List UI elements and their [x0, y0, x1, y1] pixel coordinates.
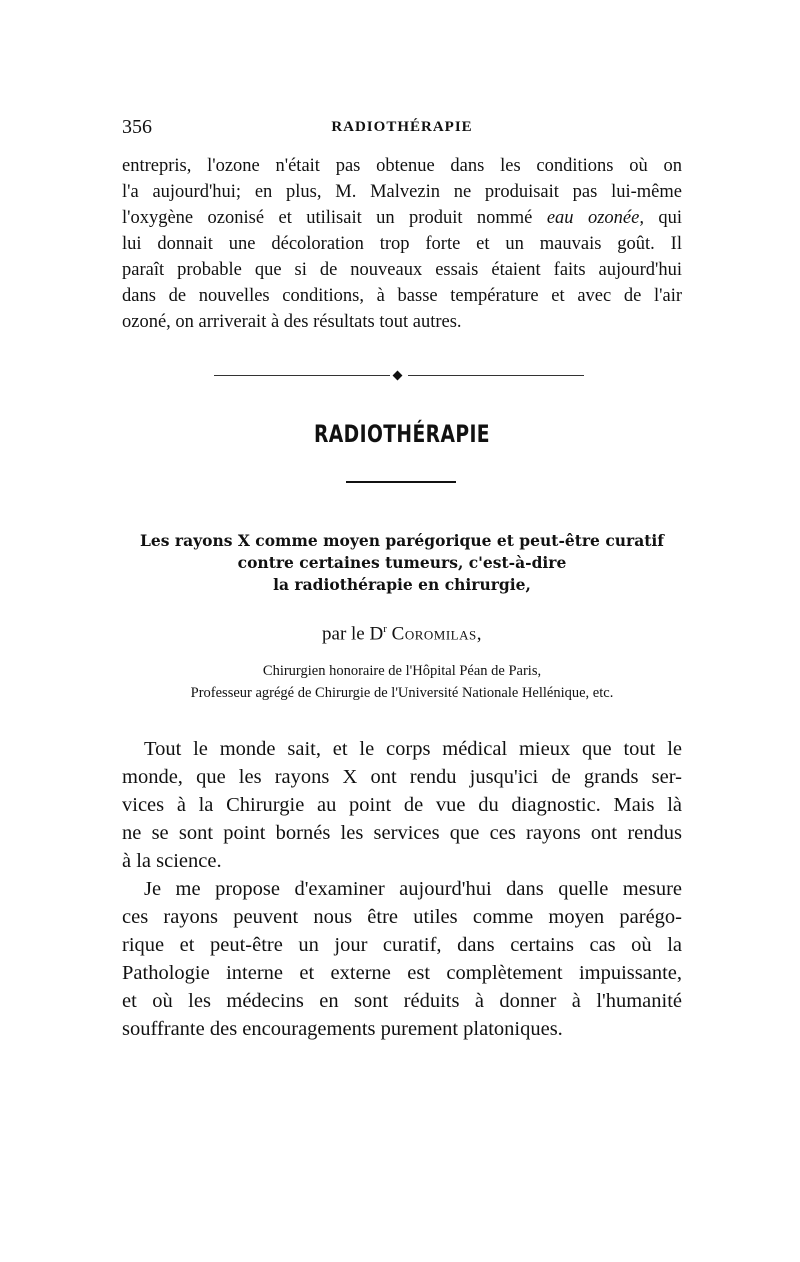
text-line: vices à la Chirurgie au point de vue du diagnostic. Mais là — [122, 794, 682, 816]
text-line: rique et peut-être un jour curatif, dans certains cas où la — [122, 934, 682, 956]
title-underline-rule — [346, 481, 456, 483]
article-title-line: Les rayons X comme moyen parégorique et peut-être curatif — [140, 531, 664, 550]
running-head — [122, 116, 682, 140]
page-number: 356 — [122, 116, 152, 138]
text-line: lui donnait une décoloration trop forte et un mauvais goût. Il — [122, 234, 682, 254]
text-line: paraît probable que si de nouveaux essais étaient faits aujourd'hui — [122, 260, 682, 280]
text-line: Je me propose d'examiner aujourd'hui dans quelle mesure — [144, 878, 682, 900]
italic-term: eau ozonée, — [546, 208, 644, 228]
author-affiliations — [110, 660, 694, 704]
text-line: ces rayons peuvent nous être utiles comme moyen parégo- — [122, 906, 682, 928]
divider-rule-right — [408, 375, 584, 376]
main-text — [122, 735, 682, 1043]
text-line — [122, 205, 682, 231]
divider-rule-left — [214, 375, 390, 376]
text-fragment: qui — [658, 208, 683, 228]
text-line: l'a aujourd'hui; en plus, M. Malvezin ne produisait pas lui-même — [122, 182, 682, 202]
affiliation-line: Professeur agrégé de Chirurgie de l'Université Nationale Hellénique, etc. — [190, 685, 614, 701]
text-line: souffrante des encouragements purement platoniques. — [122, 1018, 563, 1040]
text-line: Tout le monde sait, et le corps médical mieux que tout le — [144, 738, 682, 760]
running-title: RADIOTHÉRAPIE — [331, 119, 473, 135]
article-title-line: contre certaines tumeurs, c'est-à-dire — [237, 553, 567, 572]
author-name: Coromilas, — [391, 623, 482, 645]
text-line: à la science. — [122, 850, 222, 872]
section-title: RADIOTHÉRAPIE — [313, 420, 490, 448]
text-line: dans de nouvelles conditions, à basse température et avec de l'air — [122, 286, 682, 306]
article-title-line: la radiothérapie en chirurgie, — [273, 575, 531, 594]
text-fragment: l'oxygène ozonisé et utilisait un produit nommé — [122, 208, 533, 228]
text-line: Pathologie interne et externe est complètement impuissante, — [122, 962, 682, 984]
diamond-ornament-icon — [393, 371, 403, 381]
text-line: ozoné, on arriverait à des résultats tout autres. — [122, 312, 462, 332]
text-line: entrepris, l'ozone n'était pas obtenue dans les conditions où on — [122, 156, 682, 176]
text-line: monde, que les rayons X ont rendu jusqu'ici de grands ser- — [122, 766, 682, 788]
section-divider — [214, 372, 584, 380]
top-paragraph — [122, 153, 682, 335]
author-byline — [122, 623, 682, 645]
text-line: et où les médecins en sont réduits à donner à l'humanité — [122, 990, 682, 1012]
byline-prefix: par le D — [322, 623, 384, 645]
byline-superscript: r — [383, 623, 387, 635]
article-title — [122, 530, 682, 596]
affiliation-line: Chirurgien honoraire de l'Hôpital Péan de Paris, — [262, 663, 542, 679]
text-line: ne se sont point bornés les services que ces rayons ont rendus — [122, 822, 682, 844]
